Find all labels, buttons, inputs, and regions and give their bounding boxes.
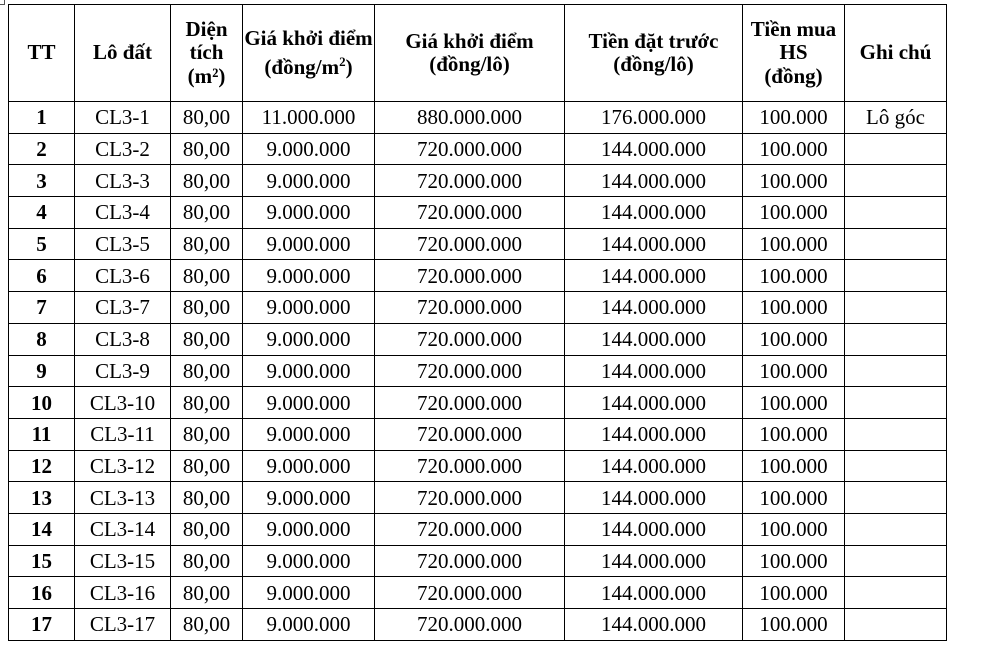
header-area [171,5,243,102]
cell-lot: CL3-10 [75,387,171,419]
cell-lot-price: 720.000.000 [375,418,565,450]
cell-tt: 4 [9,197,75,229]
cell-unit-price: 9.000.000 [243,165,375,197]
header-unit-price-unit: (đồng/m [264,55,340,79]
table-header [9,5,947,102]
header-tt-label: TT [27,40,56,65]
header-docs-fee [743,5,845,102]
cell-deposit: 144.000.000 [565,418,743,450]
cell-deposit: 144.000.000 [565,387,743,419]
header-lot [75,5,171,102]
cell-lot-price: 720.000.000 [375,165,565,197]
table-row [9,323,947,355]
header-area-unit: (m²) [187,63,226,88]
cell-tt: 7 [9,292,75,324]
cell-unit-price: 9.000.000 [243,450,375,482]
cell-lot: CL3-12 [75,450,171,482]
header-lot-label: Lô đất [93,40,152,65]
cell-lot-price: 720.000.000 [375,292,565,324]
cell-docs-fee: 100.000 [743,545,845,577]
cell-note [845,260,947,292]
table-row [9,609,947,641]
header-lot-price-unit: (đồng/lô) [429,52,510,76]
cell-area: 80,00 [171,197,243,229]
cell-note [845,577,947,609]
cell-lot-price: 720.000.000 [375,260,565,292]
cell-lot-price: 720.000.000 [375,228,565,260]
cell-lot-price: 880.000.000 [375,102,565,134]
cell-tt: 8 [9,323,75,355]
cell-deposit: 144.000.000 [565,292,743,324]
cell-tt: 5 [9,228,75,260]
cell-deposit: 144.000.000 [565,165,743,197]
cell-tt: 14 [9,513,75,545]
cell-lot: CL3-1 [75,102,171,134]
cell-lot-price: 720.000.000 [375,197,565,229]
cell-note [845,133,947,165]
cell-area: 80,00 [171,133,243,165]
cell-area: 80,00 [171,513,243,545]
header-unit-price-close: ) [345,55,353,79]
cell-unit-price: 9.000.000 [243,260,375,292]
cell-lot-price: 720.000.000 [375,513,565,545]
header-lot-price [375,5,565,102]
header-deposit [565,5,743,102]
cell-lot: CL3-7 [75,292,171,324]
cell-area: 80,00 [171,450,243,482]
cell-lot: CL3-6 [75,260,171,292]
cell-lot: CL3-14 [75,513,171,545]
cell-docs-fee: 100.000 [743,102,845,134]
cell-note [845,418,947,450]
cell-tt: 1 [9,102,75,134]
cell-deposit: 144.000.000 [565,133,743,165]
cell-note [845,323,947,355]
cell-docs-fee: 100.000 [743,323,845,355]
cell-tt: 6 [9,260,75,292]
corner-mark [0,0,5,5]
cell-note: Lô góc [845,102,947,134]
cell-lot-price: 720.000.000 [375,482,565,514]
cell-area: 80,00 [171,355,243,387]
cell-deposit: 144.000.000 [565,197,743,229]
cell-lot: CL3-4 [75,197,171,229]
cell-deposit: 144.000.000 [565,450,743,482]
table-row [9,260,947,292]
header-tt [9,5,75,102]
cell-note [845,355,947,387]
cell-deposit: 144.000.000 [565,355,743,387]
header-note-label: Ghi chú [859,40,932,65]
header-lot-price-label: Giá khởi điểm [405,28,534,53]
cell-note [845,292,947,324]
cell-lot: CL3-3 [75,165,171,197]
header-row [9,5,947,102]
cell-deposit: 144.000.000 [565,260,743,292]
cell-area: 80,00 [171,323,243,355]
table-row [9,577,947,609]
table-row [9,197,947,229]
cell-docs-fee: 100.000 [743,609,845,641]
cell-deposit: 144.000.000 [565,323,743,355]
cell-tt: 2 [9,133,75,165]
cell-unit-price: 9.000.000 [243,577,375,609]
cell-lot: CL3-17 [75,609,171,641]
cell-docs-fee: 100.000 [743,260,845,292]
cell-unit-price: 9.000.000 [243,133,375,165]
cell-docs-fee: 100.000 [743,387,845,419]
cell-docs-fee: 100.000 [743,450,845,482]
cell-deposit: 176.000.000 [565,102,743,134]
cell-deposit: 144.000.000 [565,482,743,514]
cell-unit-price: 9.000.000 [243,545,375,577]
cell-lot-price: 720.000.000 [375,133,565,165]
cell-docs-fee: 100.000 [743,197,845,229]
header-note [845,5,947,102]
cell-lot: CL3-11 [75,418,171,450]
cell-lot-price: 720.000.000 [375,387,565,419]
cell-area: 80,00 [171,165,243,197]
header-docs-fee-unit: (đồng) [764,63,823,88]
cell-note [845,197,947,229]
table-row [9,418,947,450]
header-area-label: Diện tích [185,16,228,65]
cell-lot-price: 720.000.000 [375,545,565,577]
cell-unit-price: 9.000.000 [243,482,375,514]
table-body [9,102,947,641]
cell-area: 80,00 [171,577,243,609]
table-row [9,513,947,545]
cell-tt: 12 [9,450,75,482]
cell-docs-fee: 100.000 [743,292,845,324]
cell-tt: 3 [9,165,75,197]
cell-area: 80,00 [171,609,243,641]
cell-docs-fee: 100.000 [743,228,845,260]
header-docs-fee-label: Tiền mua HS [750,16,837,65]
cell-lot-price: 720.000.000 [375,577,565,609]
cell-tt: 17 [9,609,75,641]
cell-area: 80,00 [171,418,243,450]
cell-deposit: 144.000.000 [565,228,743,260]
cell-unit-price: 9.000.000 [243,513,375,545]
cell-docs-fee: 100.000 [743,165,845,197]
cell-tt: 16 [9,577,75,609]
cell-note [845,513,947,545]
cell-docs-fee: 100.000 [743,513,845,545]
header-unit-price-sup: 2 [339,54,346,69]
table-row [9,387,947,419]
cell-docs-fee: 100.000 [743,482,845,514]
cell-area: 80,00 [171,228,243,260]
land-auction-table [8,4,947,641]
cell-unit-price: 9.000.000 [243,355,375,387]
table-row [9,228,947,260]
cell-lot: CL3-5 [75,228,171,260]
cell-note [845,545,947,577]
cell-deposit: 144.000.000 [565,545,743,577]
cell-note [845,165,947,197]
header-unit-price-label: Giá khởi điểm [244,25,373,50]
cell-area: 80,00 [171,482,243,514]
cell-note [845,228,947,260]
table-row [9,450,947,482]
cell-note [845,609,947,641]
cell-docs-fee: 100.000 [743,355,845,387]
cell-area: 80,00 [171,260,243,292]
table-row [9,545,947,577]
cell-note [845,387,947,419]
cell-deposit: 144.000.000 [565,609,743,641]
header-unit-price [243,5,375,102]
cell-lot-price: 720.000.000 [375,609,565,641]
table-row [9,355,947,387]
header-deposit-unit: (đồng/lô) [613,52,694,76]
table-row [9,102,947,134]
cell-lot-price: 720.000.000 [375,323,565,355]
cell-unit-price: 9.000.000 [243,292,375,324]
cell-lot-price: 720.000.000 [375,355,565,387]
cell-lot: CL3-9 [75,355,171,387]
cell-unit-price: 9.000.000 [243,387,375,419]
cell-tt: 10 [9,387,75,419]
cell-tt: 9 [9,355,75,387]
cell-tt: 11 [9,418,75,450]
cell-area: 80,00 [171,387,243,419]
cell-lot: CL3-13 [75,482,171,514]
cell-lot-price: 720.000.000 [375,450,565,482]
table-row [9,165,947,197]
header-deposit-label: Tiền đặt trước [588,28,719,53]
cell-unit-price: 9.000.000 [243,323,375,355]
cell-lot: CL3-15 [75,545,171,577]
cell-deposit: 144.000.000 [565,513,743,545]
cell-lot: CL3-16 [75,577,171,609]
cell-area: 80,00 [171,292,243,324]
cell-deposit: 144.000.000 [565,577,743,609]
cell-docs-fee: 100.000 [743,577,845,609]
cell-unit-price: 9.000.000 [243,609,375,641]
cell-unit-price: 9.000.000 [243,418,375,450]
table-row [9,482,947,514]
cell-note [845,482,947,514]
table-row [9,292,947,324]
cell-unit-price: 11.000.000 [243,102,375,134]
cell-note [845,450,947,482]
cell-area: 80,00 [171,545,243,577]
table-row [9,133,947,165]
cell-lot: CL3-2 [75,133,171,165]
cell-unit-price: 9.000.000 [243,197,375,229]
cell-area: 80,00 [171,102,243,134]
cell-tt: 15 [9,545,75,577]
cell-docs-fee: 100.000 [743,418,845,450]
cell-tt: 13 [9,482,75,514]
cell-lot: CL3-8 [75,323,171,355]
cell-docs-fee: 100.000 [743,133,845,165]
cell-unit-price: 9.000.000 [243,228,375,260]
